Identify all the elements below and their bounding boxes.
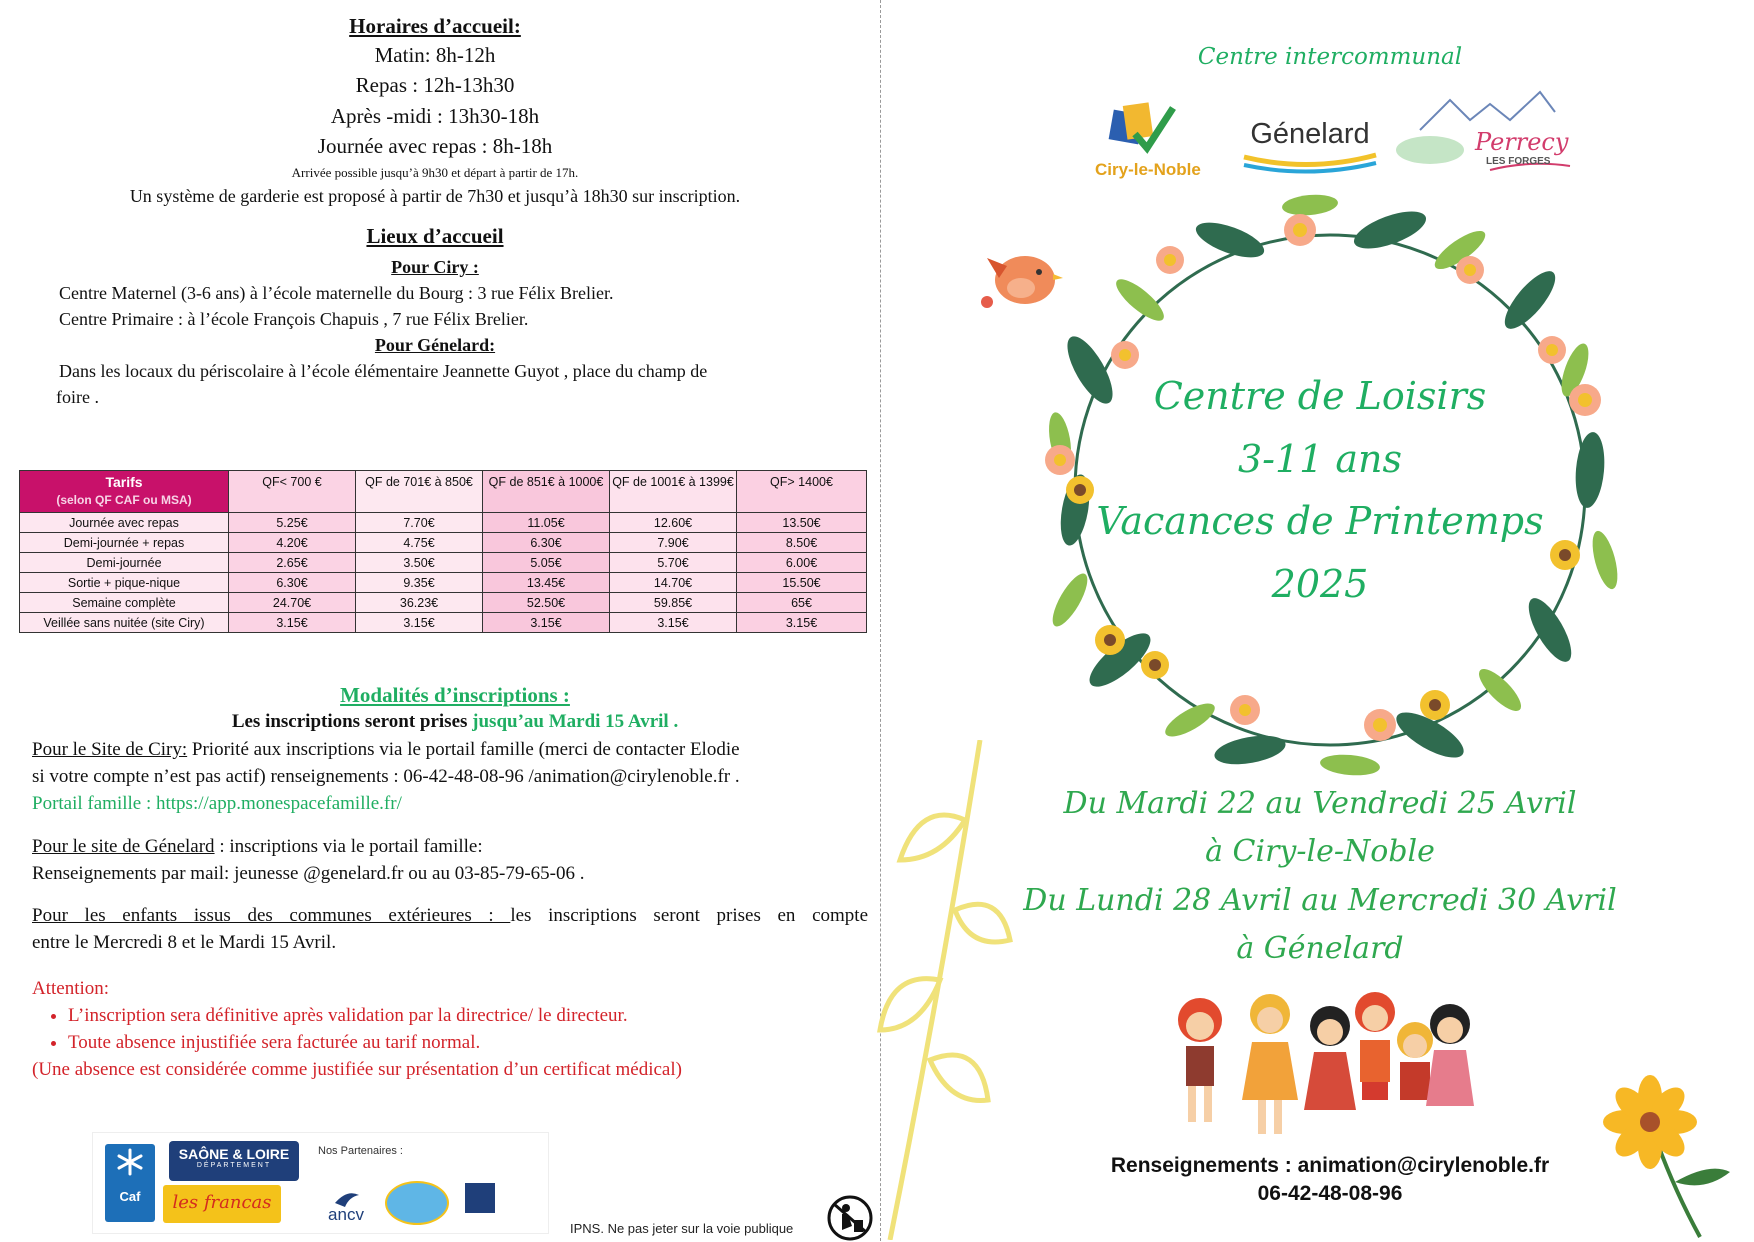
inscriptions-ext-text-1: les inscriptions seront prises en compte bbox=[510, 905, 869, 926]
inscriptions-ciry-text-1: Priorité aux inscriptions via le portail famille (merci de contacter Elodie bbox=[187, 739, 740, 760]
caf-logo-text: Caf bbox=[119, 1189, 141, 1204]
places-title: Lieux d’accueil bbox=[366, 224, 504, 248]
tarifs-cell: 13.45€ bbox=[483, 573, 610, 593]
tarifs-cell: 3.50€ bbox=[356, 553, 483, 573]
partners-label: Nos Partenaires : bbox=[318, 1145, 403, 1157]
saone-et-loire-departement-text: DÉPARTEMENT bbox=[196, 1162, 272, 1169]
tarifs-cell: 9.35€ bbox=[356, 573, 483, 593]
portail-famille-link[interactable]: Portail famille : https://app.monespacefamille.fr/ bbox=[32, 793, 402, 814]
date-line-genelard-place: à Génelard bbox=[1236, 931, 1404, 966]
flower-wreath bbox=[1030, 190, 1650, 780]
tarifs-row-label: Demi-journée + repas bbox=[20, 533, 229, 553]
inscriptions-ciry-line-1 bbox=[32, 739, 740, 761]
attention-bullet: • Toute absence injustifiée sera facturée au tarif normal. bbox=[68, 1032, 628, 1054]
places-genelard-line-2: foire . bbox=[56, 387, 99, 407]
hours-title: Horaires d’accueil: bbox=[349, 14, 521, 38]
title-year: 2025 bbox=[1271, 562, 1369, 606]
tarifs-row-label: Veillée sans nuitée (site Ciry) bbox=[20, 613, 229, 633]
genelard-logo bbox=[1240, 118, 1380, 178]
attention-list bbox=[40, 1005, 628, 1059]
tarifs-header-cell bbox=[20, 471, 229, 513]
attention-title: Attention: bbox=[32, 978, 110, 999]
tarifs-header-title: Tarifs bbox=[105, 474, 143, 490]
tarifs-cell: 52.50€ bbox=[483, 593, 610, 613]
ciry-le-noble-logo bbox=[1095, 100, 1205, 179]
inscriptions-ext-line-1 bbox=[32, 905, 868, 927]
inscriptions-genelard-text-1: : inscriptions via le portail famille: bbox=[214, 836, 483, 857]
tarifs-col-header: QF< 700 € bbox=[229, 471, 356, 513]
children-dancing-illustration bbox=[1160, 990, 1480, 1150]
partners-strip bbox=[92, 1132, 549, 1234]
tarifs-cell: 5.05€ bbox=[483, 553, 610, 573]
inscriptions-ciry-line-2: si votre compte n’est pas actif) renseignements : 06-42-48-08-96 /animation@cirylenoble.fr . bbox=[32, 766, 740, 787]
tarifs-cell: 12.60€ bbox=[610, 513, 737, 533]
tarifs-cell: 15.50€ bbox=[737, 573, 867, 593]
date-line-ciry-range: Du Mardi 22 au Vendredi 25 Avril bbox=[1063, 786, 1577, 821]
perrecy-logo-subtext: LES FORGES bbox=[1486, 156, 1551, 167]
tarifs-cell: 13.50€ bbox=[737, 513, 867, 533]
title-vacances: Vacances de Printemps bbox=[1096, 499, 1544, 543]
attention-bullet: • L’inscription sera définitive après validation par la directrice/ le directeur. bbox=[68, 1005, 628, 1027]
tarifs-col-header: QF de 851€ à 1000€ bbox=[483, 471, 610, 513]
tarifs-cell: 5.25€ bbox=[229, 513, 356, 533]
tarifs-row bbox=[20, 513, 867, 533]
inscriptions-genelard-line-1 bbox=[32, 836, 483, 858]
tarifs-row-label: Sortie + pique-nique bbox=[20, 573, 229, 593]
perrecy-les-forges-logo bbox=[1390, 90, 1575, 185]
inscriptions-ext-line-2: entre le Mercredi 8 et le Mardi 15 Avril. bbox=[32, 932, 337, 953]
tarifs-cell: 6.30€ bbox=[483, 533, 610, 553]
tarifs-header-subtitle: (selon QF CAF ou MSA) bbox=[56, 493, 192, 507]
saone-et-loire-logo bbox=[169, 1141, 299, 1181]
tarifs-table bbox=[19, 470, 867, 633]
places-genelard-heading: Pour Génelard: bbox=[374, 335, 496, 355]
tarifs-cell: 24.70€ bbox=[229, 593, 356, 613]
ciry-logo-text: Ciry-le-Noble bbox=[1095, 160, 1201, 179]
hours-line-apres-midi: Après -midi : 13h30-18h bbox=[330, 104, 540, 128]
ancv-bird-icon bbox=[333, 1189, 361, 1209]
tarifs-row-label: Semaine complète bbox=[20, 593, 229, 613]
tarifs-cell: 65€ bbox=[737, 593, 867, 613]
contact-email: Renseignements : animation@cirylenoble.fr bbox=[1110, 1154, 1550, 1177]
inscriptions-deadline bbox=[0, 711, 910, 733]
caf-logo bbox=[105, 1144, 155, 1222]
inscriptions-deadline-date: jusqu’au Mardi 15 Avril . bbox=[472, 711, 679, 732]
tarifs-cell: 3.15€ bbox=[483, 613, 610, 633]
ancv-logo bbox=[315, 1189, 377, 1224]
yellow-flower-icon bbox=[1600, 1072, 1750, 1241]
tarifs-cell: 7.70€ bbox=[356, 513, 483, 533]
date-line-ciry-place: à Ciry-le-Noble bbox=[1205, 834, 1435, 869]
tarifs-cell: 2.65€ bbox=[229, 553, 356, 573]
tarifs-row bbox=[20, 613, 867, 633]
title-age-range: 3-11 ans bbox=[1237, 437, 1403, 481]
tarifs-cell: 3.15€ bbox=[610, 613, 737, 633]
tarifs-cell: 4.75€ bbox=[356, 533, 483, 553]
hours-small-note: Arrivée possible jusqu’à 9h30 et départ à partir de 17h. bbox=[291, 165, 579, 180]
hours-line-journee: Journée avec repas : 8h-18h bbox=[317, 134, 553, 158]
date-line-genelard-range: Du Lundi 28 Avril au Mercredi 30 Avril bbox=[1023, 883, 1617, 918]
tarifs-cell: 3.15€ bbox=[356, 613, 483, 633]
tarifs-col-header: QF de 1001€ à 1399€ bbox=[610, 471, 737, 513]
caf-snowflake-icon bbox=[105, 1144, 155, 1184]
tarifs-row bbox=[20, 553, 867, 573]
ipns-note: IPNS. Ne pas jeter sur la voie publique bbox=[570, 1221, 794, 1236]
garderie-note: Un système de garderie est proposé à partir de 7h30 et jusqu’à 18h30 sur inscription. bbox=[129, 186, 741, 206]
places-genelard-line-1: Dans les locaux du périscolaire à l’école élémentaire Jeannette Guyot , place du champ de bbox=[59, 361, 708, 381]
inscriptions-genelard-line-2: Renseignements par mail: jeunesse @genelard.fr ou au 03-85-79-65-06 . bbox=[32, 863, 585, 884]
tarifs-cell: 6.30€ bbox=[229, 573, 356, 593]
ciry-logo-mark-icon bbox=[1095, 100, 1205, 155]
genelard-waves-icon bbox=[1240, 151, 1380, 175]
tarifs-col-header: QF de 701€ à 850€ bbox=[356, 471, 483, 513]
tarifs-col-header: QF> 1400€ bbox=[737, 471, 867, 513]
genelard-logo-text: Génelard bbox=[1250, 118, 1370, 150]
msa-logo bbox=[465, 1183, 495, 1213]
hours-line-repas: Repas : 12h-13h30 bbox=[355, 73, 515, 97]
hours-line-matin: Matin: 8h-12h bbox=[374, 43, 496, 67]
inscriptions-ext-label: Pour les enfants issus des communes extérieures : bbox=[32, 905, 511, 926]
tarifs-header-row bbox=[20, 471, 867, 513]
tarifs-cell: 4.20€ bbox=[229, 533, 356, 553]
tarifs-cell: 11.05€ bbox=[483, 513, 610, 533]
inscriptions-title: Modalités d’inscriptions : bbox=[340, 683, 570, 707]
attention-note: (Une absence est considérée comme justifiée sur présentation d’un certificat médical) bbox=[32, 1059, 682, 1080]
inscriptions-deadline-prefix: Les inscriptions seront prises bbox=[231, 711, 473, 732]
title-centre-de-loisirs: Centre de Loisirs bbox=[1153, 374, 1487, 418]
tarifs-cell: 3.15€ bbox=[229, 613, 356, 633]
centre-intercommunal-label: Centre intercommunal bbox=[1197, 44, 1463, 70]
places-ciry-line-2: Centre Primaire : à l’école François Chapuis , 7 rue Félix Brelier. bbox=[59, 309, 529, 329]
saone-et-loire-logo-text: SAÔNE & LOIRE bbox=[178, 1146, 290, 1162]
tarifs-row-label: Journée avec repas bbox=[20, 513, 229, 533]
contact-phone: 06-42-48-08-96 bbox=[1257, 1182, 1403, 1205]
tarifs-cell: 8.50€ bbox=[737, 533, 867, 553]
perrecy-logo-text: Perrecy bbox=[1475, 128, 1569, 156]
inscriptions-genelard-label: Pour le site de Génelard bbox=[32, 836, 215, 857]
inscriptions-ciry-label: Pour le Site de Ciry: bbox=[32, 739, 188, 760]
places-ciry-line-1: Centre Maternel (3-6 ans) à l’école maternelle du Bourg : 3 rue Félix Brelier. bbox=[59, 283, 614, 303]
tarifs-cell: 3.15€ bbox=[737, 613, 867, 633]
tarifs-cell: 6.00€ bbox=[737, 553, 867, 573]
tarifs-row bbox=[20, 533, 867, 553]
tarifs-cell: 7.90€ bbox=[610, 533, 737, 553]
tarifs-cell: 14.70€ bbox=[610, 573, 737, 593]
places-ciry-heading: Pour Ciry : bbox=[391, 257, 479, 277]
ancv-logo-text: ancv bbox=[328, 1205, 364, 1224]
tarifs-cell: 36.23€ bbox=[356, 593, 483, 613]
francas-logo: les francas bbox=[163, 1185, 281, 1223]
tarifs-row-label: Demi-journée bbox=[20, 553, 229, 573]
tarifs-cell: 5.70€ bbox=[610, 553, 737, 573]
tarifs-cell: 59.85€ bbox=[610, 593, 737, 613]
partner-circle-logo bbox=[385, 1181, 449, 1225]
tarifs-row bbox=[20, 573, 867, 593]
tarifs-row bbox=[20, 593, 867, 613]
